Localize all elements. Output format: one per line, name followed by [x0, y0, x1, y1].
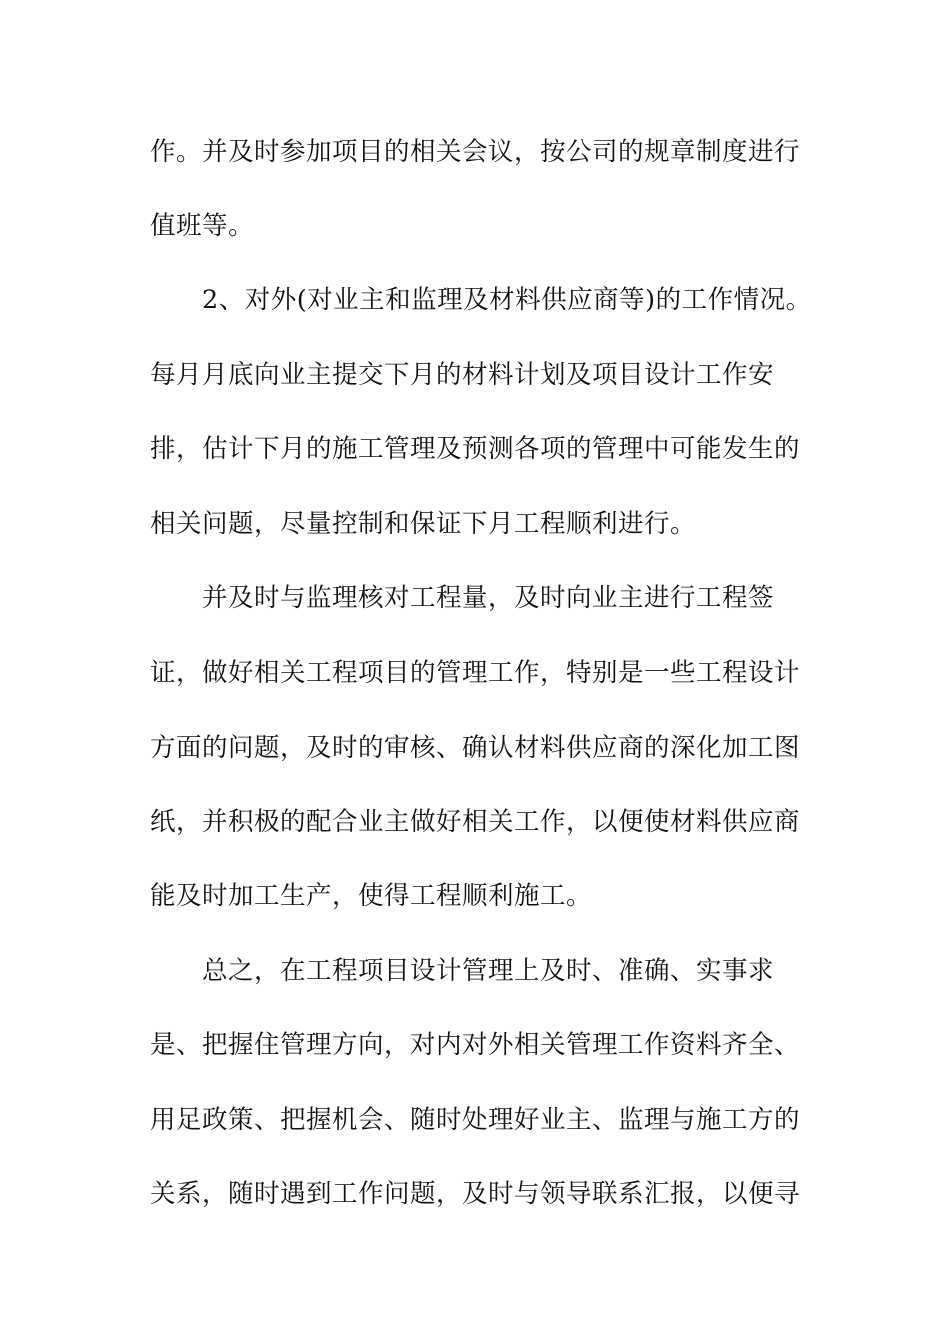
text-line: 能及时加工生产，使得工程顺利施工。: [150, 881, 593, 911]
text-line: 用足政策、把握机会、随时处理好业主、监理与施工方的: [150, 1105, 801, 1135]
text-line: 证，做好相关工程项目的管理工作，特别是一些工程设计: [150, 658, 801, 688]
text-line: 关系，随时遇到工作问题，及时与领导联系汇报，以便寻: [150, 1179, 801, 1209]
text-line: 每月月底向业主提交下月的材料计划及项目设计工作安: [150, 360, 775, 390]
paragraph-start-line: 并及时与监理核对工程量，及时向业主进行工程签: [202, 583, 775, 613]
text-line: 作。并及时参加项目的相关会议，按公司的规章制度进行: [150, 137, 801, 167]
text-line: 纸，并积极的配合业主做好相关工作，以便使材料供应商: [150, 807, 801, 837]
paragraph-start-line: 总之，在工程项目设计管理上及时、准确、实事求: [202, 956, 775, 986]
text-line: 是、把握住管理方向，对内对外相关管理工作资料齐全、: [150, 1030, 801, 1060]
text-line: 相关问题，尽量控制和保证下月工程顺利进行。: [150, 509, 697, 539]
paragraph-start-line: 2、对外(对业主和监理及材料供应商等)的工作情况。: [202, 285, 812, 315]
text-line: 排，估计下月的施工管理及预测各项的管理中可能发生的: [150, 434, 801, 464]
text-line: 值班等。: [150, 211, 255, 241]
text-line: 方面的问题，及时的审核、确认材料供应商的深化加工图: [150, 733, 801, 763]
